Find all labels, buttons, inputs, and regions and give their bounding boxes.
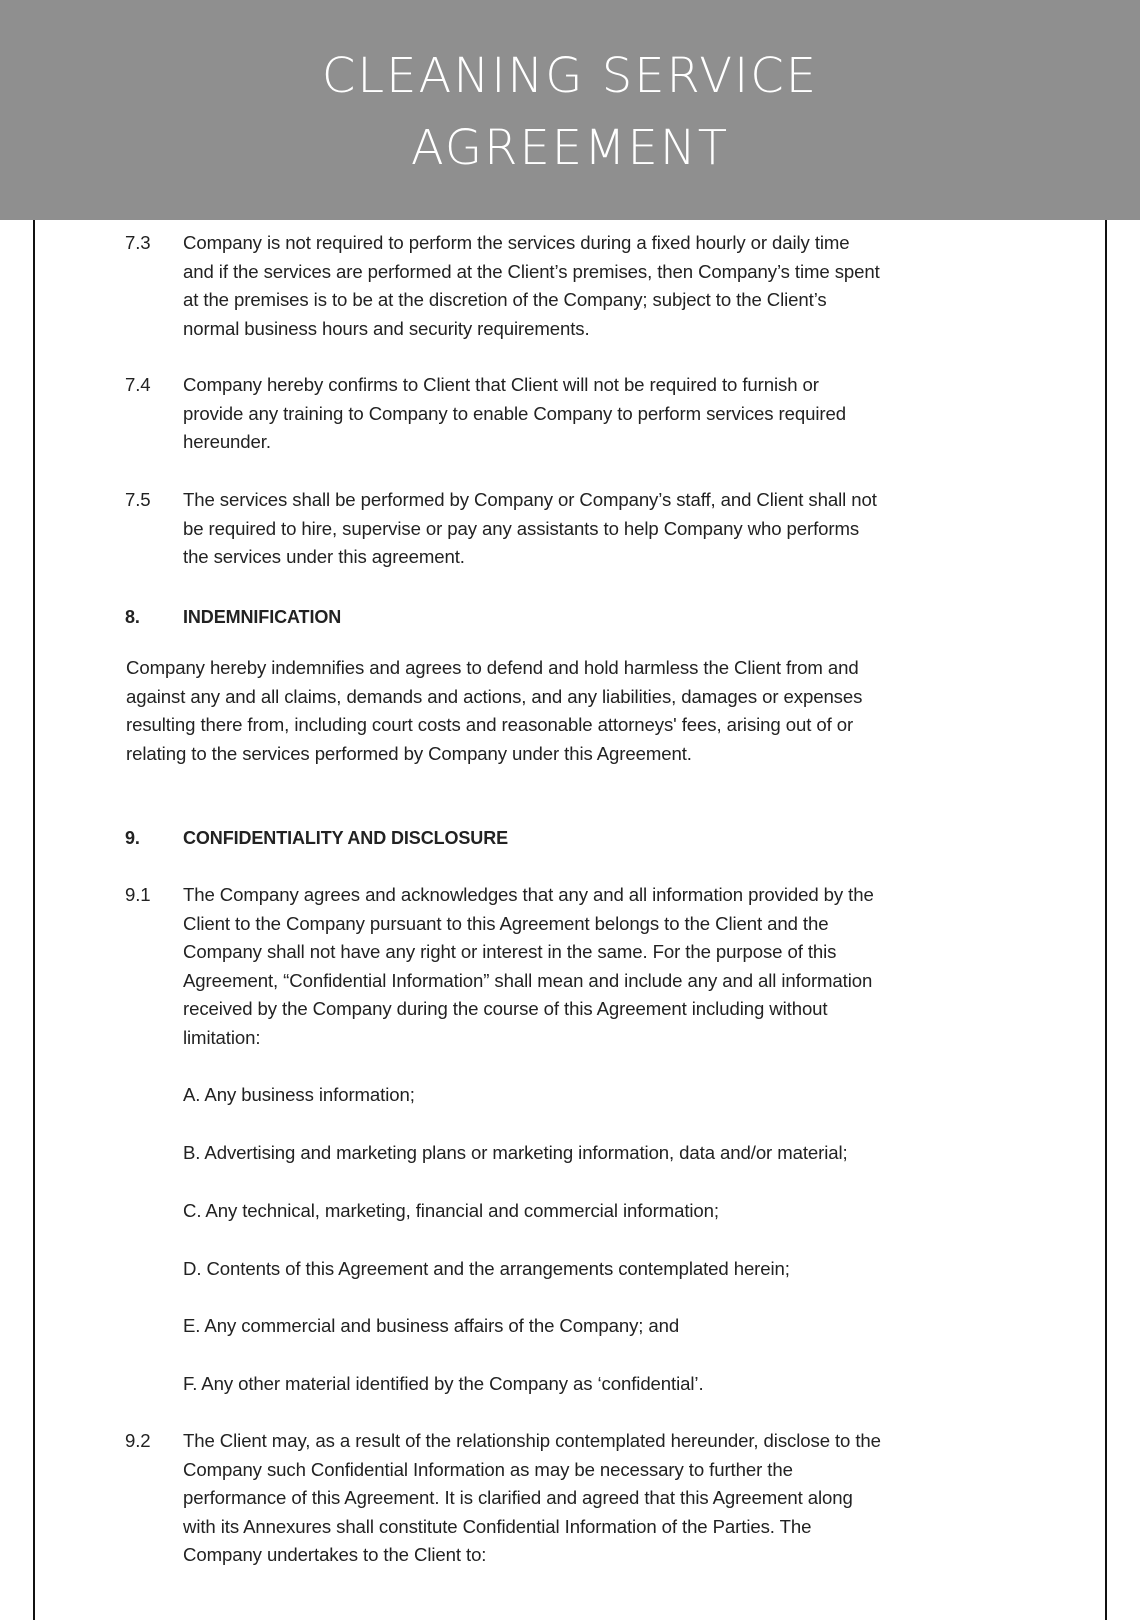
list-item: A. Any business information; (183, 1084, 415, 1105)
section-number: 9. (125, 828, 140, 848)
list-item: F. Any other material identified by the Company as ‘confidential’. (183, 1373, 704, 1394)
clause-number: 9.2 (125, 1430, 151, 1451)
list-item: C. Any technical, marketing, financial and commercial information; (183, 1200, 719, 1221)
list-item: D. Contents of this Agreement and the arrangements contemplated herein; (183, 1258, 790, 1279)
document-title: CLEANING SERVICE AGREEMENT (321, 48, 819, 176)
clause-number: 7.4 (125, 374, 151, 395)
clause-7-4-text: Company hereby confirms to Client that Client will not be required to furnish or provide any training to Company to enable Company to perform services required hereunder. (183, 374, 846, 453)
clause-number: 7.3 (125, 232, 151, 253)
list-item: E. Any commercial and business affairs of the Company; and (183, 1315, 680, 1336)
section-8-text: Company hereby indemnifies and agrees to defend and hold harmless the Client from and against any and all claims, demands and actions, and any liabilities, damages or expenses resulting there from, including court costs and reasonable attorneys' fees, arising out of or relating to the services performed by Company under this Agreement. (126, 657, 863, 764)
section-9-heading: CONFIDENTIALITY AND DISCLOSURE (183, 828, 509, 848)
clause-9-2-text: The Client may, as a result of the relationship contemplated hereunder, disclose to the Company such Confidential Information as may be necessary to further the performance of this Agreement. It is clarified and agreed that this Agreement along with its Annexures shall constitute Confidential Information of the Parties. The Company undertakes to the Client to: (183, 1430, 881, 1566)
list-item: B. Advertising and marketing plans or marketing information, data and/or material; (183, 1142, 848, 1163)
clause-7-3-text: Company is not required to perform the services during a fixed hourly or daily time and if the services are performed at the Client’s premises, then Company’s time spent at the premises is to be at the discretion of the Company; subject to the Client’s normal business hours and security requirements. (183, 232, 880, 339)
clause-number: 9.1 (125, 884, 151, 905)
section-8-heading: INDEMNIFICATION (183, 607, 342, 627)
clause-7-5-text: The services shall be performed by Company or Company’s staff, and Client shall not be required to hire, supervise or pay any assistants to help Company who performs the services under this agreement. (183, 489, 877, 568)
section-number: 8. (125, 607, 140, 627)
clause-number: 7.5 (125, 489, 151, 510)
title-banner (0, 0, 1140, 220)
clause-9-1-text: The Company agrees and acknowledges that any and all information provided by the Client to the Company pursuant to this Agreement belongs to the Client and the Company shall not have any right or interest in the same. For the purpose of this Agreement, “Confidential Information” shall mean and include any and all information received by the Company during the course of this Agreement including without limitation: (183, 884, 874, 1048)
